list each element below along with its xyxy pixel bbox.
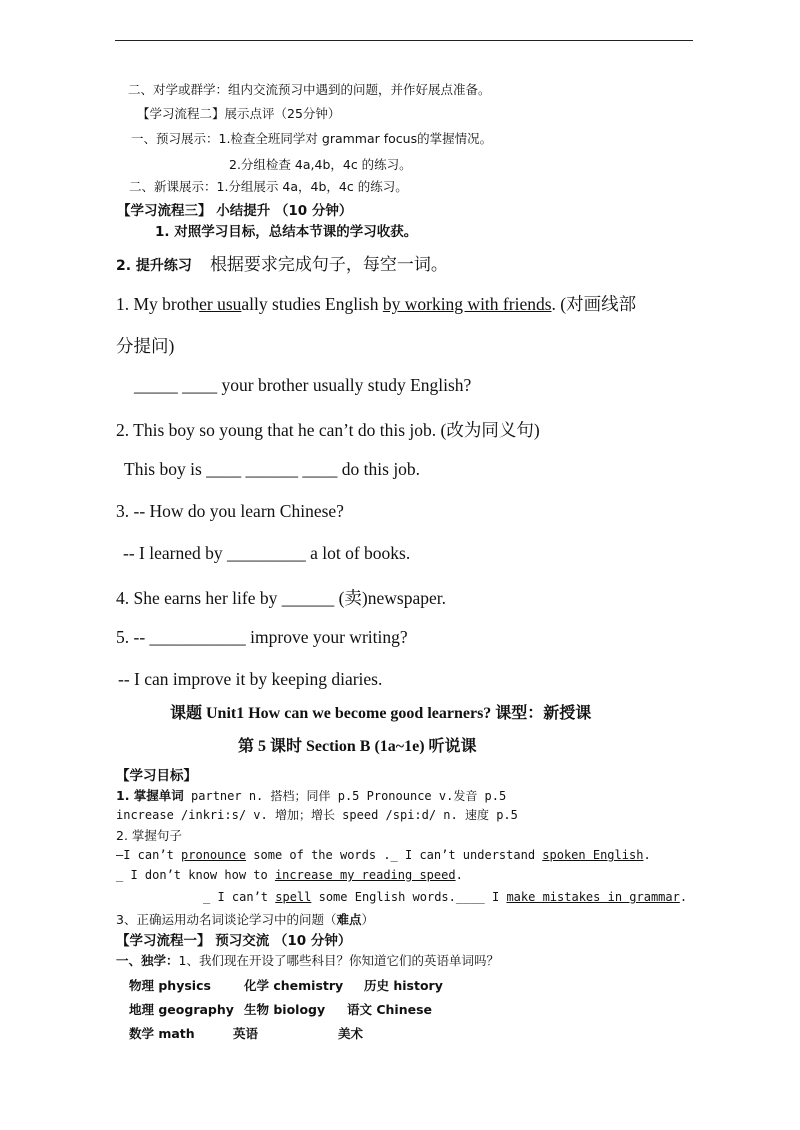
subject-physics: 物理 physics [129, 978, 211, 993]
practice-heading [116, 250, 448, 275]
summary-line: 1. 对照学习目标，总结本节课的学习收获。 [155, 224, 418, 240]
header-rule [115, 40, 693, 41]
vocab-line-1: 1. 掌握单词 partner n. 搭档；同伴 p.5 Pronounce v.发音 p.5 [116, 788, 507, 803]
question-5-answer: -- I can improve it by keeping diaries. [118, 669, 383, 689]
practice-heading-label: 2. 提升练习 [116, 258, 192, 274]
subject-english: 英语 [233, 1026, 259, 1041]
subject-history: 历史 history [364, 978, 443, 993]
sentences-heading: 2. 掌握句子 [116, 828, 182, 843]
underlined-fragment: er usu [199, 294, 242, 314]
sentence-2: _ I don’t know how to increase my reading speed. [116, 868, 463, 882]
question-5: 5. -- ___________ improve your writing? [116, 627, 408, 647]
subject-chinese: 语文 Chinese [347, 1002, 433, 1017]
subject-math: 数学 math [129, 1026, 195, 1041]
lesson-period: 第 5 课时 Section B (1a~1e) 听说课 [238, 738, 477, 755]
question-3: 3. -- How do you learn Chinese? [116, 501, 344, 521]
sentence-3: _ I can’t spell some English words.____ I make mistakes in grammar. [203, 890, 688, 904]
question-1-cont: 分提问) [116, 336, 175, 356]
self-study-line: 一、独学：1、我们现在开设了哪些科目？你知道它们的英语单词吗？ [116, 953, 499, 968]
flow-one-heading: 【学习流程一】 预习交流 （10 分钟） [116, 933, 352, 949]
flow-three-heading: 【学习流程三】 小结提升 （10 分钟） [117, 203, 353, 219]
question-2-answer: This boy is ____ ______ ____ do this job. [124, 459, 421, 479]
flow-two-heading: 【学习流程二】展示点评（25分钟） [137, 106, 341, 121]
sentence-1: —I can’t pronounce some of the words ._ I can’t understand spoken English. [116, 848, 651, 862]
question-1-answer: _____ ____ your brother usually study English? [134, 375, 472, 395]
vocab-line-2: increase /inkri:s/ v. 增加；增长 speed /spi:d/ n. 速度 p.5 [116, 808, 518, 822]
subject-art: 美术 [338, 1026, 364, 1041]
vocab-label: 1. 掌握单词 [116, 788, 184, 803]
goals-heading: 【学习目标】 [116, 768, 197, 784]
question-1: 1. My brother usually studies English by working with friends. (对画线部 [116, 294, 637, 314]
question-2: 2. This boy so young that he can’t do this job. (改为同义句) [116, 420, 540, 440]
question-4: 4. She earns her life by ______ (卖)newspaper. [116, 588, 446, 608]
subject-biology: 生物 biology [244, 1002, 326, 1017]
question-3-answer: -- I learned by _________ a lot of books. [123, 543, 411, 563]
subject-chemistry: 化学 chemistry [244, 978, 344, 993]
practice-instruction: 根据要求完成句子，每空一词。 [209, 255, 448, 275]
difficulty-marker: 难点 [336, 912, 362, 927]
group-check-line: 2.分组检查 4a,4b，4c 的练习。 [229, 157, 412, 172]
underlined-phrase: by working with friends [382, 294, 552, 314]
preview-show-line: 一、预习展示：1.检查全班同学对 grammar focus的掌握情况。 [131, 131, 493, 146]
subject-geography: 地理 geography [129, 1002, 234, 1017]
new-lesson-line: 二、新课展示：1.分组展示 4a，4b，4c 的练习。 [129, 179, 408, 194]
goal-3: 3、正确运用动名词谈论学习中的问题（难点） [116, 912, 374, 927]
group-study-line: 二、对学或群学：组内交流预习中遇到的问题，并作好展点准备。 [128, 82, 491, 97]
lesson-title: 课题 Unit1 How can we become good learners? 课型：新授课 [170, 705, 592, 722]
